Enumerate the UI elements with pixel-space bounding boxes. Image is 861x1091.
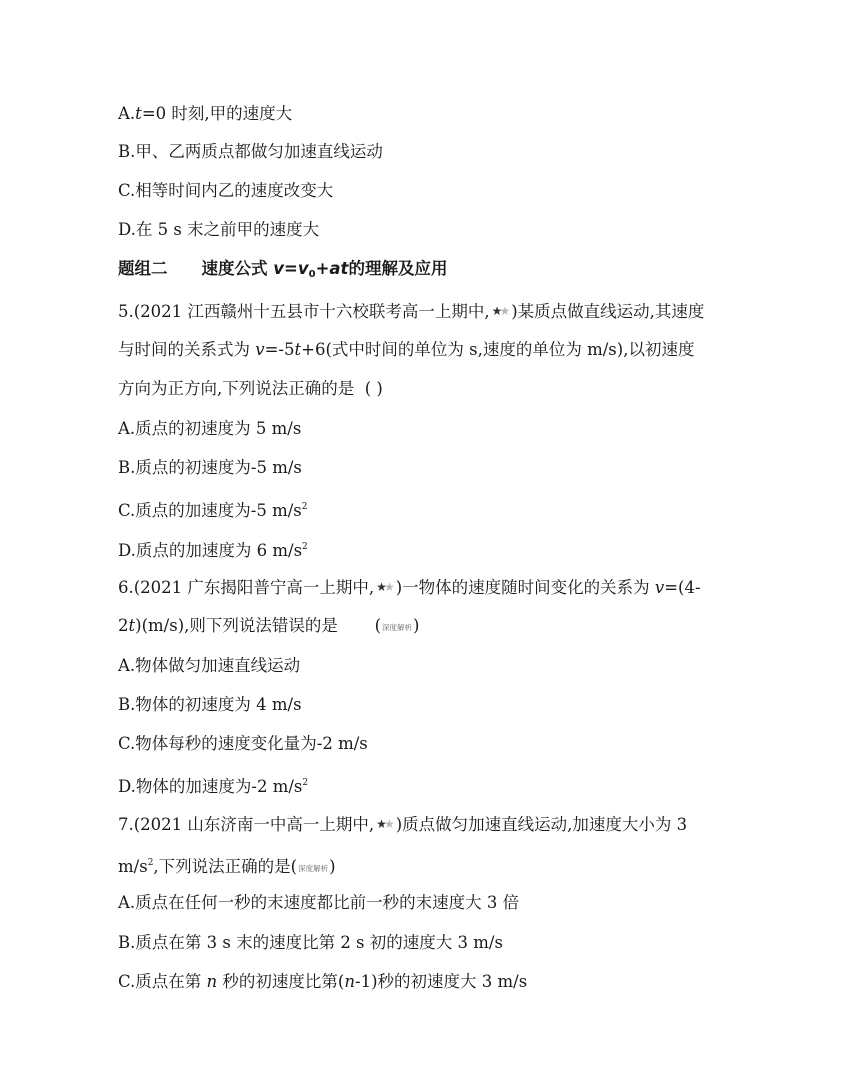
q5-stem-line2: 与时间的关系式为 v=-5t+6(式中时间的单位为 s,速度的单位为 m/s),以初速度	[118, 340, 695, 359]
q6-stem-line1: 6.(2021 广东揭阳普宁高一上期中, ★★ )一物体的速度随时间变化的关系为 v=(4-	[118, 578, 701, 597]
q4-option-d: D.在 5 s 末之前甲的速度大	[118, 220, 320, 239]
q5-option-b: B.质点的初速度为-5 m/s	[118, 458, 302, 477]
difficulty-stars-icon: ★★	[376, 817, 392, 831]
q5-option-a: A.质点的初速度为 5 m/s	[118, 419, 302, 438]
q7-stem-line1: 7.(2021 山东济南一中高一上期中, ★★ )质点做匀加速直线运动,加速度大小为 3	[118, 815, 688, 834]
deep-analysis-tag: 深度解析	[298, 864, 329, 873]
difficulty-stars-icon: ★★	[491, 304, 508, 318]
q6-option-c: C.物体每秒的速度变化量为-2 m/s	[118, 734, 368, 753]
q5-option-d: D.质点的加速度为 6 $m/s^2$	[118, 541, 308, 560]
q6-option-a: A.物体做匀加速直线运动	[118, 656, 301, 675]
answer-paren: ( )	[364, 379, 383, 398]
q6-stem-line2: 2t)(m/s),则下列说法错误的是 (深度解析)	[118, 616, 420, 635]
q6-option-b: B.物体的初速度为 4 m/s	[118, 695, 302, 714]
q7-stem-line2: $m/s^2$,下列说法正确的是(深度解析)	[118, 857, 336, 876]
difficulty-stars-icon: ★★	[376, 580, 392, 594]
q4-option-c: C.相等时间内乙的速度改变大	[118, 181, 334, 200]
q7-option-a: A.质点在任何一秒的末速度都比前一秒的末速度大 3 倍	[118, 893, 520, 912]
q5-stem-line3: 方向为正方向,下列说法正确的是 ( )	[118, 379, 383, 398]
q7-option-c: C.质点在第 n 秒的初速度比第(n-1)秒的初速度大 3 m/s	[118, 972, 528, 991]
q7-option-b: B.质点在第 3 s 末的速度比第 2 s 初的速度大 3 m/s	[118, 933, 503, 952]
q4-option-a: A.t=0 时刻,甲的速度大	[118, 104, 293, 123]
q6-option-d: D.物体的加速度为-2 $m/s^2$	[118, 777, 309, 796]
section-heading: 题组二 速度公式 $v=v_0+at$的理解及应用	[118, 259, 448, 280]
q5-stem-line1: 5.(2021 江西赣州十五县市十六校联考高一上期中, ★★ )某质点做直线运动,其速度	[118, 302, 705, 321]
q5-option-c: C.质点的加速度为-5 $m/s^2$	[118, 501, 308, 520]
q4-option-b: B.甲、乙两质点都做匀加速直线运动	[118, 142, 383, 161]
deep-analysis-tag: 深度解析	[382, 623, 413, 632]
